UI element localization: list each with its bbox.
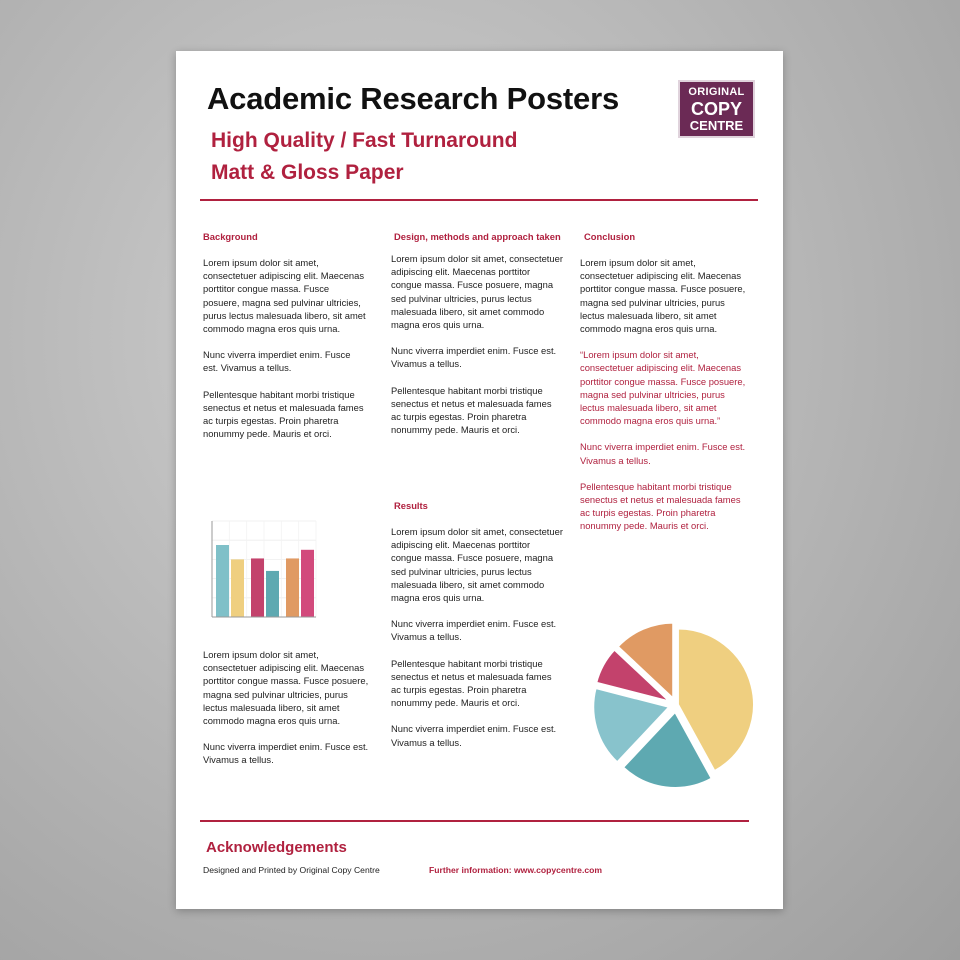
logo-line-centre: CENTRE xyxy=(689,118,744,133)
conclusion-section xyxy=(580,231,750,546)
background-section xyxy=(203,231,368,453)
results-paragraph: Pellentesque habitant morbi tristique senectus et netus et malesuada fames ac turpis egestas. Proin pharetra nonummy pede. Mauris et orci. xyxy=(391,657,552,709)
bar xyxy=(231,559,244,617)
bar xyxy=(286,558,299,617)
design-heading: Design, methods and approach taken xyxy=(394,231,561,242)
background-continued-section xyxy=(203,648,373,780)
bar-chart xyxy=(200,515,318,625)
conclusion-paragraph: Lorem ipsum dolor sit amet, consectetuer adipiscing elit. Maecenas porttitor congue massa. Fusce posuere, magna sed pulvinar ultricies, purus lectus malesuada libero, sit amet commodo magna eros quis urna. xyxy=(580,257,746,335)
bar xyxy=(251,558,264,617)
bar xyxy=(301,550,314,617)
footer-divider xyxy=(200,820,749,822)
background-paragraph: Pellentesque habitant morbi tristique senectus et netus et malesuada fames ac turpis egestas. Proin pharetra nonummy pede. Mauris et orci. xyxy=(203,388,364,440)
results-paragraph: Lorem ipsum dolor sit amet, consectetuer adipiscing elit. Maecenas porttitor congue massa. Fusce posuere, magna sed pulvinar ultricies, purus lectus malesuada libero, sit amet commodo magna eros quis urna. xyxy=(391,526,563,604)
designer-credit: Designed and Printed by Original Copy Centre xyxy=(203,865,380,875)
design-paragraph: Lorem ipsum dolor sit amet, consectetuer adipiscing elit. Maecenas porttitor congue massa. Fusce posuere, magna sed pulvinar ultricies, purus lectus malesuada libero, sit amet commodo magna eros quis urna. xyxy=(391,253,563,331)
poster-subtitle-quality: High Quality / Fast Turnaround xyxy=(211,129,518,152)
results-paragraph: Nunc viverra imperdiet enim. Fusce est. Vivamus a tellus. xyxy=(391,618,557,643)
logo-line-original: ORIGINAL xyxy=(688,86,745,98)
background-paragraph: Lorem ipsum dolor sit amet, consectetuer adipiscing elit. Maecenas porttitor congue massa. Fusce posuere, magna sed pulvinar ultricies, purus lectus malesuada libero, sit amet commodo magna eros quis urna. xyxy=(203,257,366,335)
poster-title: Academic Research Posters xyxy=(207,81,620,116)
background-paragraph: Nunc viverra imperdiet enim. Fusce est. Vivamus a tellus. xyxy=(203,349,351,374)
background-paragraph: Nunc viverra imperdiet enim. Fusce est. Vivamus a tellus. xyxy=(203,741,369,766)
further-info-link[interactable]: Further information: www.copycentre.com xyxy=(429,865,603,875)
pie-chart xyxy=(588,617,758,787)
conclusion-heading: Conclusion xyxy=(584,231,636,242)
copy-centre-logo xyxy=(678,80,755,138)
conclusion-quote: “Lorem ipsum dolor sit amet, consectetuer adipiscing elit. Maecenas porttitor congue massa. Fusce posuere, magna sed pulvinar ultricies, purus lectus malesuada libero, sit amet commodo magna eros quis urna.” xyxy=(580,349,746,427)
background-paragraph: Lorem ipsum dolor sit amet, consectetuer adipiscing elit. Maecenas porttitor congue massa. Fusce posuere, magna sed pulvinar ultricies, purus lectus malesuada libero, sit amet commodo magna eros quis urna. xyxy=(203,649,369,727)
background-heading: Background xyxy=(203,231,258,242)
results-paragraph: Nunc viverra imperdiet enim. Fusce est. Vivamus a tellus. xyxy=(391,723,557,748)
bar xyxy=(266,571,279,617)
results-section xyxy=(391,500,563,762)
results-heading: Results xyxy=(394,500,428,511)
header-divider xyxy=(200,199,758,201)
design-section xyxy=(391,231,563,449)
conclusion-red-paragraph: Pellentesque habitant morbi tristique senectus et netus et malesuada fames ac turpis egestas. Proin pharetra nonummy pede. Mauris et orci. xyxy=(580,480,741,532)
design-paragraph: Pellentesque habitant morbi tristique senectus et netus et malesuada fames ac turpis egestas. Proin pharetra nonummy pede. Mauris et orci. xyxy=(391,384,552,436)
poster-subtitle-paper: Matt & Gloss Paper xyxy=(211,161,404,184)
acknowledgements-heading: Acknowledgements xyxy=(206,839,347,856)
conclusion-red-paragraph: Nunc viverra imperdiet enim. Fusce est. Vivamus a tellus. xyxy=(580,441,746,466)
poster-page xyxy=(176,51,783,909)
bar xyxy=(216,545,229,617)
design-paragraph: Nunc viverra imperdiet enim. Fusce est. Vivamus a tellus. xyxy=(391,345,557,370)
logo-line-copy: COPY xyxy=(690,99,742,119)
